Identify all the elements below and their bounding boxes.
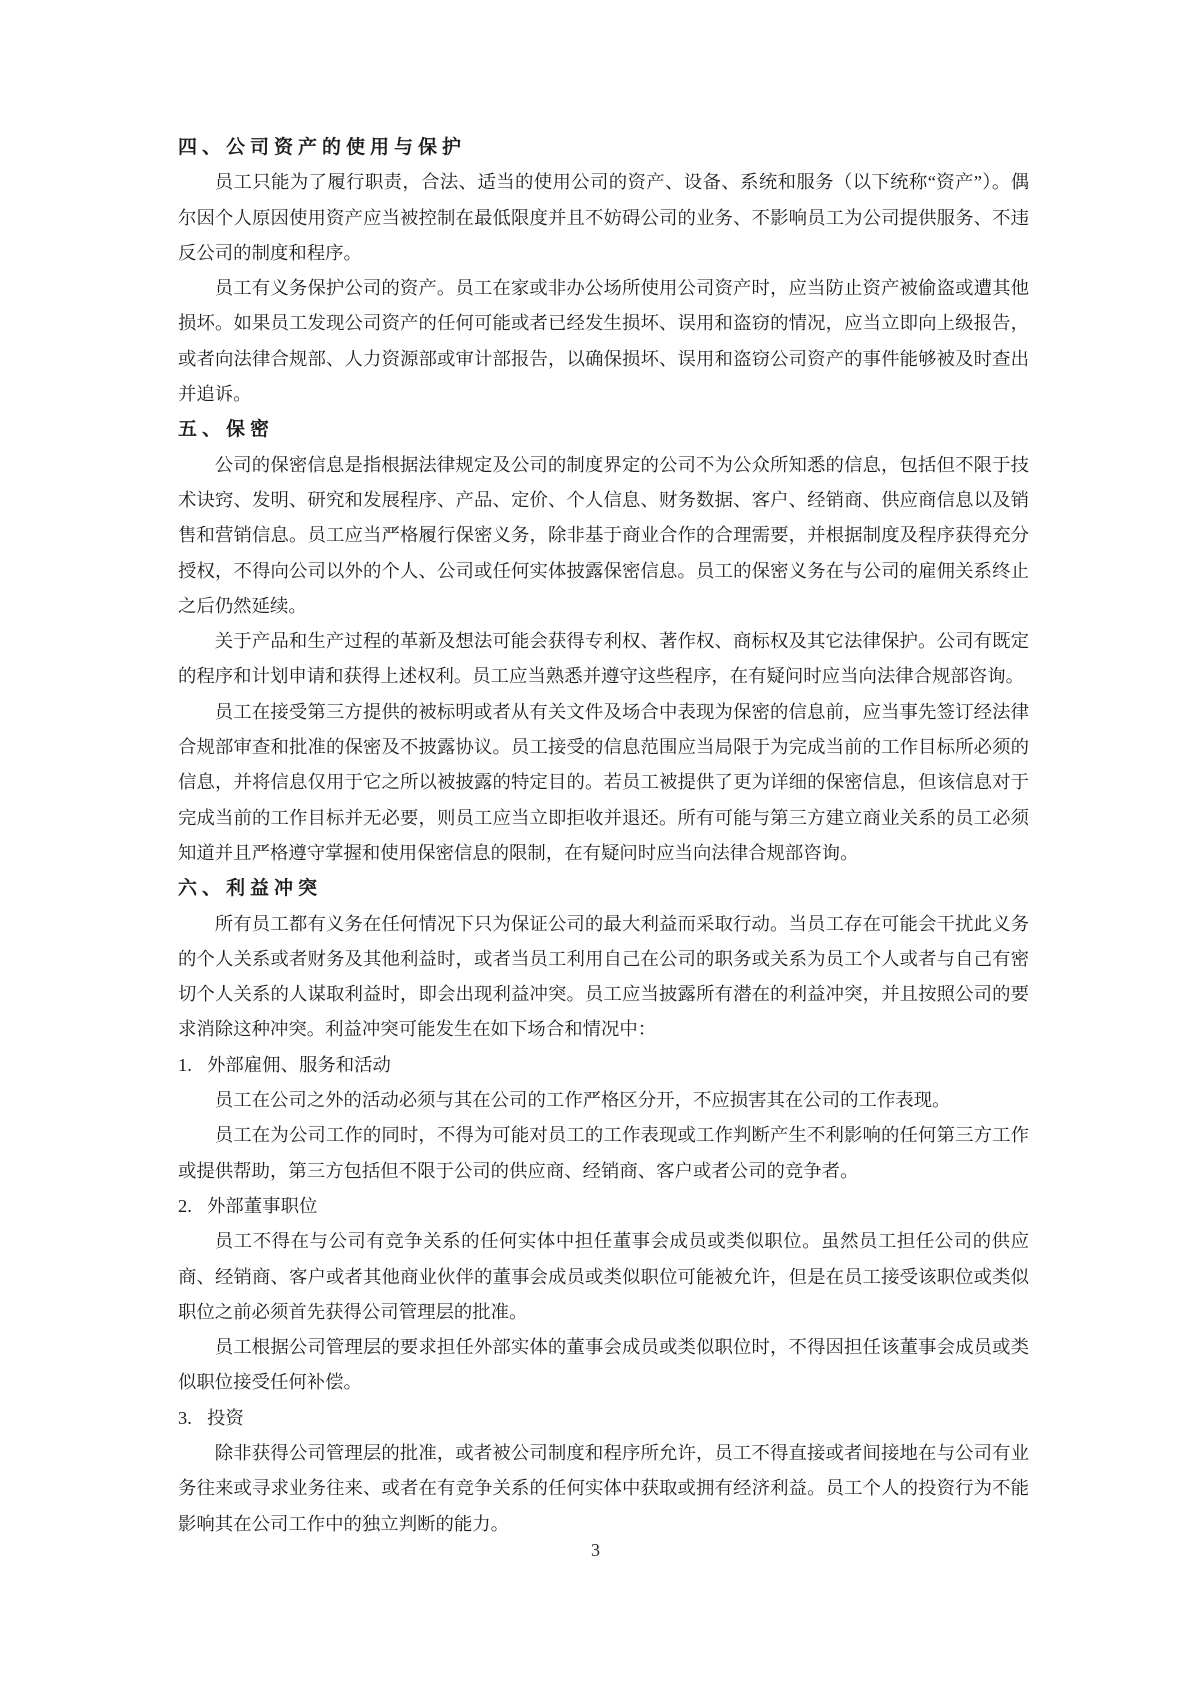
body-paragraph: 员工有义务保护公司的资产。员工在家或非办公场所使用公司资产时，应当防止资产被偷盗或遭其他损坏。如果员工发现公司资产的任何可能或者已经发生损坏、误用和盗窃的情况，应当立即向上级报告，或者向法律合规部、人力资源部或审计部报告，以确保损坏、误用和盗窃公司资产的事件能够被及时查出并追诉。 <box>178 278 1029 405</box>
body-paragraph: 员工在为公司工作的同时，不得为可能对员工的工作表现或工作判断产生不利影响的任何第三方工作或提供帮助，第三方包括但不限于公司的供应商、经销商、客户或者公司的竞争者。 <box>178 1125 1029 1181</box>
body-paragraph: 除非获得公司管理层的批准，或者被公司制度和程序所允许，员工不得直接或者间接地在与公司有业务往来或寻求业务往来、或者在有竞争关系的任何实体中获取或拥有经济利益。员工个人的投资行为不能影响其在公司工作中的独立判断的能力。 <box>178 1442 1029 1534</box>
item-title-text: 外部雇佣、服务和活动 <box>207 1054 391 1075</box>
body-paragraph: 员工在接受第三方提供的被标明或者从有关文件及场合中表现为保密的信息前，应当事先签订经法律合规部审查和批准的保密及不披露协议。员工接受的信息范围应当局限于为完成当前的工作目标所必须的信息，并将信息仅用于它之所以被披露的特定目的。若员工被提供了更为详细的保密信息，但该信息对于完成当前的工作目标并无必要，则员工应当立即拒收并退还。所有可能与第三方建立商业关系的员工必须知道并且严格遵守掌握和使用保密信息的限制，在有疑问时应当向法律合规部咨询。 <box>178 701 1029 863</box>
page-number: 3 <box>591 1540 600 1560</box>
section-heading-confidentiality: 五、保密 <box>178 419 275 441</box>
body-paragraph: 员工只能为了履行职责，合法、适当的使用公司的资产、设备、系统和服务（以下统称“资产”）。偶尔因个人原因使用资产应当被控制在最低限度并且不妨碍公司的业务、不影响员工为公司提供服务、不违反公司的制度和程序。 <box>178 172 1029 263</box>
numbered-item-title <box>178 1189 1029 1224</box>
item-title-text: 投资 <box>207 1407 244 1428</box>
numbered-item-title <box>178 1401 1029 1436</box>
item-title-text: 外部董事职位 <box>207 1195 318 1216</box>
body-paragraph: 员工不得在与公司有竞争关系的任何实体中担任董事会成员或类似职位。虽然员工担任公司的供应商、经销商、客户或者其他商业伙伴的董事会成员或类似职位可能被允许，但是在员工接受该职位或类似职位之前必须首先获得公司管理层的批准。 <box>178 1231 1029 1322</box>
page-footer <box>0 1537 1191 1563</box>
item-number: 3. <box>178 1407 192 1428</box>
numbered-item-title <box>178 1048 1029 1083</box>
body-paragraph: 关于产品和生产过程的革新及想法可能会获得专利权、著作权、商标权及其它法律保护。公司有既定的程序和计划申请和获得上述权利。员工应当熟悉并遵守这些程序，在有疑问时应当向法律合规部咨询。 <box>178 631 1029 687</box>
body-paragraph: 所有员工都有义务在任何情况下只为保证公司的最大利益而采取行动。当员工存在可能会干扰此义务的个人关系或者财务及其他利益时，或者当员工利用自己在公司的职务或关系为员工个人或者与自己有密切个人关系的人谋取利益时，即会出现利益冲突。员工应当披露所有潜在的利益冲突，并且按照公司的要求消除这种冲突。利益冲突可能发生在如下场合和情况中： <box>178 913 1029 1040</box>
item-number: 2. <box>178 1195 192 1216</box>
body-paragraph: 公司的保密信息是指根据法律规定及公司的制度界定的公司不为公众所知悉的信息，包括但不限于技术诀窍、发明、研究和发展程序、产品、定价、个人信息、财务数据、客户、经销商、供应商信息以及销售和营销信息。员工应当严格履行保密义务，除非基于商业合作的合理需要，并根据制度及程序获得充分授权，不得向公司以外的个人、公司或任何实体披露保密信息。员工的保密义务在与公司的雇佣关系终止之后仍然延续。 <box>178 454 1029 616</box>
body-paragraph: 员工在公司之外的活动必须与其在公司的工作严格区分开，不应损害其在公司的工作表现。 <box>214 1090 951 1111</box>
section-heading-conflicts: 六、利益冲突 <box>178 878 323 900</box>
section-heading-assets: 四、公司资产的使用与保护 <box>178 137 467 158</box>
body-paragraph: 员工根据公司管理层的要求担任外部实体的董事会成员或类似职位时，不得因担任该董事会成员或类似职位接受任何补偿。 <box>178 1337 1029 1393</box>
document-body <box>178 130 1029 1542</box>
item-number: 1. <box>178 1054 192 1075</box>
